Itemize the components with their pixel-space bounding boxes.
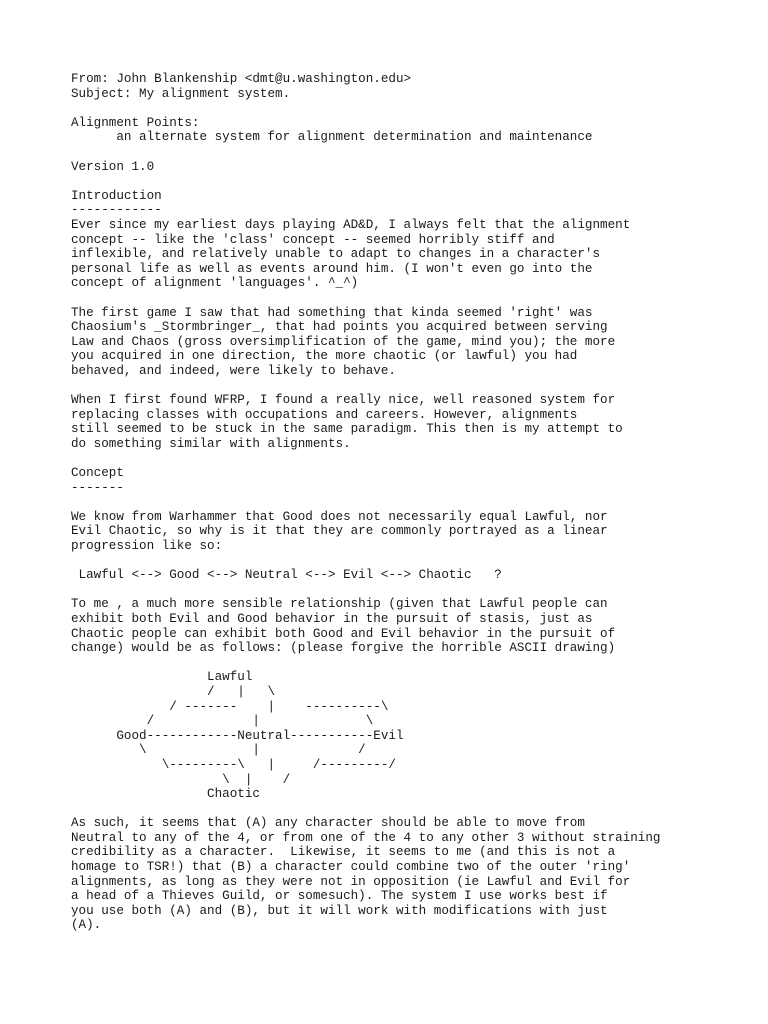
concept-heading: Concept xyxy=(71,466,124,481)
concept-underline: ------- xyxy=(71,480,124,495)
blank-line xyxy=(71,101,761,116)
blank-line xyxy=(71,495,761,510)
document-title: Alignment Points: xyxy=(71,115,200,130)
blank-line xyxy=(71,174,761,189)
document-page xyxy=(71,72,761,933)
introduction-paragraph-3: When I first found WFRP, I found a really nice, well reasoned system for replacing classes with occupations and careers. However, alignments still seemed to be stuck in the same paradigm. This then is my attempt to do something similar with alignments. xyxy=(71,393,623,451)
header-from: From: John Blankenship <dmt@u.washington.edu> xyxy=(71,72,412,86)
blank-line xyxy=(71,656,761,671)
concept-paragraph-2: To me , a much more sensible relationship (given that Lawful people can exhibit both Evil and Good behavior in the pursuit of stasis, just as Chaotic people can exhibit both Good and Evil behavior in the pursuit of change) would be as follows: (please forgive the horrible ASCII drawing) xyxy=(71,597,616,656)
introduction-heading: Introduction xyxy=(71,188,162,203)
blank-line xyxy=(71,802,761,817)
header-subject: Subject: My alignment system. xyxy=(71,86,291,101)
document-subtitle: an alternate system for alignment determination and maintenance xyxy=(71,130,593,145)
introduction-paragraph-1: Ever since my earliest days playing AD&D, I always felt that the alignment concept -- like the 'class' concept -- seemed horribly stiff and inflexible, and relatively unable to adapt to changes in a character's personal life as well as events around him. (I won't even go into the concept of alignment 'languages'. ^_^) xyxy=(71,217,631,291)
introduction-underline: ------------ xyxy=(71,203,162,218)
concept-paragraph-1: We know from Warhammer that Good does not necessarily equal Lawful, nor Evil Chaotic, so why is it that they are commonly portrayed as a linear progression like so: xyxy=(71,509,608,553)
version-line: Version 1.0 xyxy=(71,159,155,174)
blank-line xyxy=(71,291,761,306)
blank-line xyxy=(71,554,761,569)
blank-line xyxy=(71,378,761,393)
concept-paragraph-3: As such, it seems that (A) any character should be able to move from Neutral to any of the 4, or from one of the 4 to any other 3 without straining credibility as a character. Likewise, it seems to me (and this is not a homage to TSR!) that (B) a character could combine two of the outer 'ring' alignments, as long as they were not in opposition (ie Lawful and Evil for a head of a Thieves Guild, or somesuch). The system I use works best if you use both (A) and (B), but it will work with modifications with just (A). xyxy=(71,816,661,933)
introduction-paragraph-2: The first game I saw that had something that kinda seemed 'right' was Chaosium's _Stormbringer_, that had points you acquired between serving Law and Chaos (gross oversimplification of the game, mind you); the more you acquired in one direction, the more chaotic (or lawful) you had behaved, and indeed, were likely to behave. xyxy=(71,305,616,378)
linear-progression: Lawful <--> Good <--> Neutral <--> Evil <--> Chaotic ? xyxy=(71,568,502,583)
blank-line xyxy=(71,451,761,466)
blank-line xyxy=(71,145,761,160)
alignment-ascii-diagram: Lawful / | \ / ------- | ----------\ / | \ Good------------Neutral-----------Evil \ | / \---------\ | /---------/ \ | / Chaotic xyxy=(116,670,404,802)
blank-line xyxy=(71,583,761,598)
